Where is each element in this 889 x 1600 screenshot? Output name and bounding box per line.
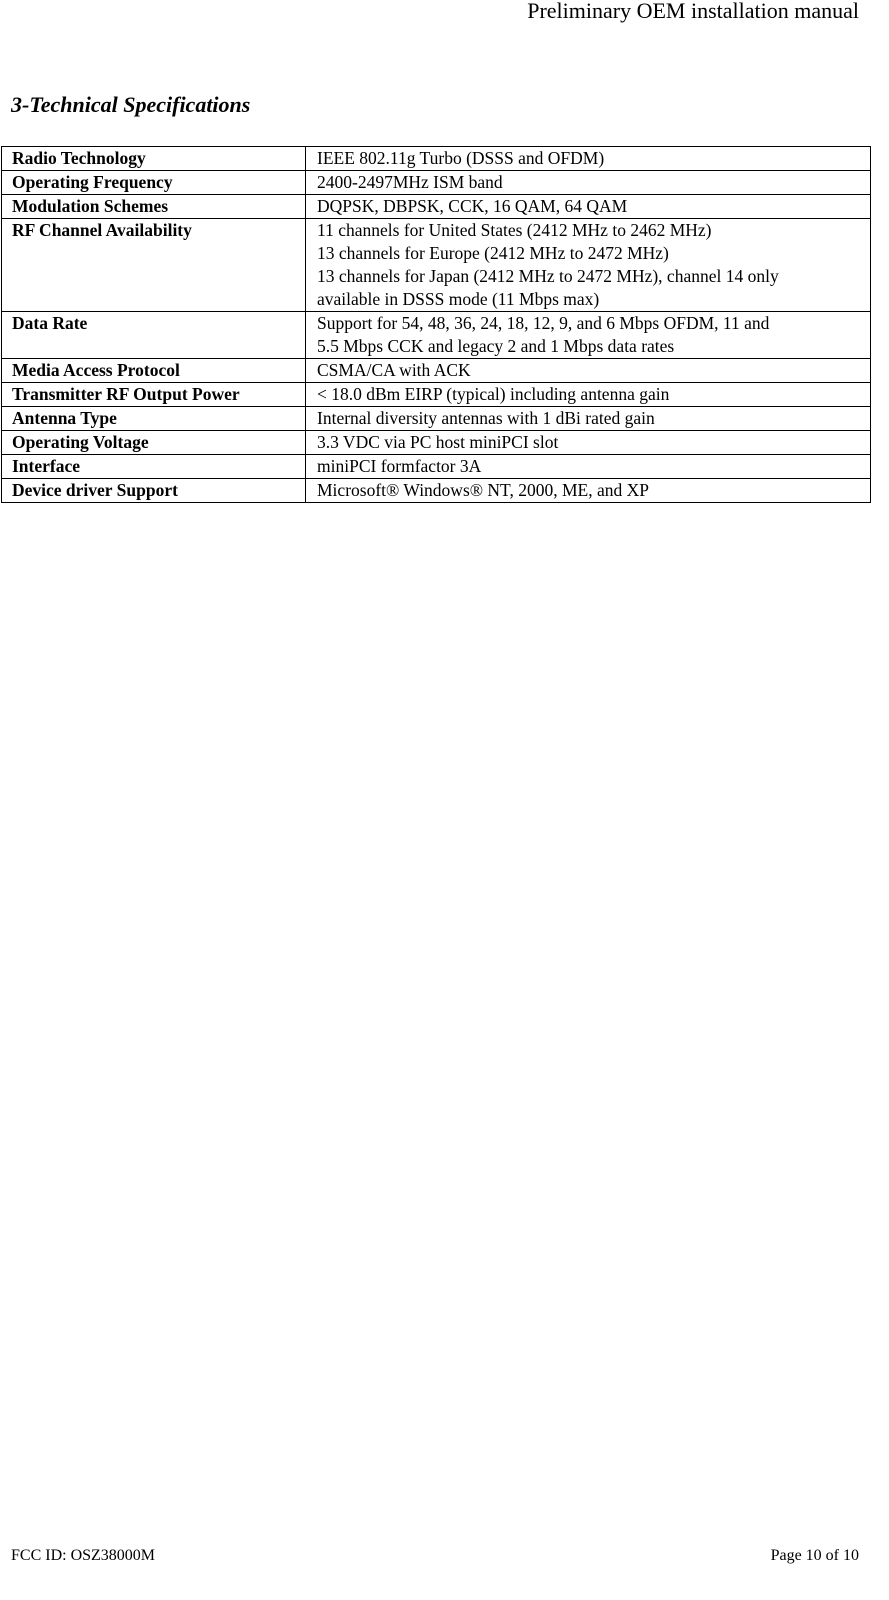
spec-value bbox=[306, 431, 871, 455]
spec-value-line: IEEE 802.11g Turbo (DSSS and OFDM) bbox=[317, 148, 605, 168]
spec-value-line: Support for 54, 48, 36, 24, 18, 12, 9, and 6 Mbps OFDM, 11 and bbox=[317, 313, 770, 333]
table-row bbox=[2, 407, 871, 431]
spec-label: Antenna Type bbox=[2, 407, 306, 431]
spec-label: Media Access Protocol bbox=[2, 359, 306, 383]
spec-value-line: DQPSK, DBPSK, CCK, 16 QAM, 64 QAM bbox=[317, 196, 628, 216]
spec-value-line: 5.5 Mbps CCK and legacy 2 and 1 Mbps data rates bbox=[317, 336, 675, 356]
spec-value-line: Microsoft® Windows® NT, 2000, ME, and XP bbox=[317, 480, 649, 500]
table-row bbox=[2, 431, 871, 455]
spec-label: Data Rate bbox=[2, 312, 306, 359]
spec-value bbox=[306, 359, 871, 383]
spec-label: Operating Frequency bbox=[2, 171, 306, 195]
table-row bbox=[2, 455, 871, 479]
spec-label: Operating Voltage bbox=[2, 431, 306, 455]
spec-label: Interface bbox=[2, 455, 306, 479]
spec-value-line: 3.3 VDC via PC host miniPCI slot bbox=[317, 432, 559, 452]
table-row bbox=[2, 359, 871, 383]
spec-value-line: 13 channels for Japan (2412 MHz to 2472 MHz), channel 14 only bbox=[317, 266, 779, 286]
spec-value-line: 11 channels for United States (2412 MHz to 2462 MHz) bbox=[317, 220, 712, 240]
footer-fcc-id: FCC ID: OSZ38000M bbox=[11, 1547, 156, 1564]
table-row bbox=[2, 479, 871, 503]
spec-value bbox=[306, 383, 871, 407]
spec-value bbox=[306, 171, 871, 195]
table-row bbox=[2, 195, 871, 219]
spec-value bbox=[306, 407, 871, 431]
spec-label: Transmitter RF Output Power bbox=[2, 383, 306, 407]
spec-value bbox=[306, 195, 871, 219]
spec-table bbox=[1, 146, 871, 503]
spec-value-line: CSMA/CA with ACK bbox=[317, 360, 471, 380]
spec-value bbox=[306, 479, 871, 503]
spec-label: Device driver Support bbox=[2, 479, 306, 503]
spec-value bbox=[306, 455, 871, 479]
table-row bbox=[2, 147, 871, 171]
spec-value-line: 2400-2497MHz ISM band bbox=[317, 172, 503, 192]
spec-label: Radio Technology bbox=[2, 147, 306, 171]
spec-label: RF Channel Availability bbox=[2, 219, 306, 312]
table-row bbox=[2, 312, 871, 359]
table-row bbox=[2, 219, 871, 312]
page-header-title: Preliminary OEM installation manual bbox=[527, 0, 859, 23]
footer-page-number: Page 10 of 10 bbox=[770, 1547, 859, 1564]
spec-value-line: miniPCI formfactor 3A bbox=[317, 456, 482, 476]
spec-value-line: available in DSSS mode (11 Mbps max) bbox=[317, 289, 600, 309]
table-row bbox=[2, 383, 871, 407]
table-row bbox=[2, 171, 871, 195]
spec-value-line: Internal diversity antennas with 1 dBi rated gain bbox=[317, 408, 655, 428]
spec-value bbox=[306, 219, 871, 312]
spec-label: Modulation Schemes bbox=[2, 195, 306, 219]
spec-value bbox=[306, 312, 871, 359]
section-heading: 3-Technical Specifications bbox=[11, 92, 251, 117]
spec-value bbox=[306, 147, 871, 171]
spec-value-line: 13 channels for Europe (2412 MHz to 2472 MHz) bbox=[317, 243, 669, 263]
spec-value-line: < 18.0 dBm EIRP (typical) including antenna gain bbox=[317, 384, 670, 404]
